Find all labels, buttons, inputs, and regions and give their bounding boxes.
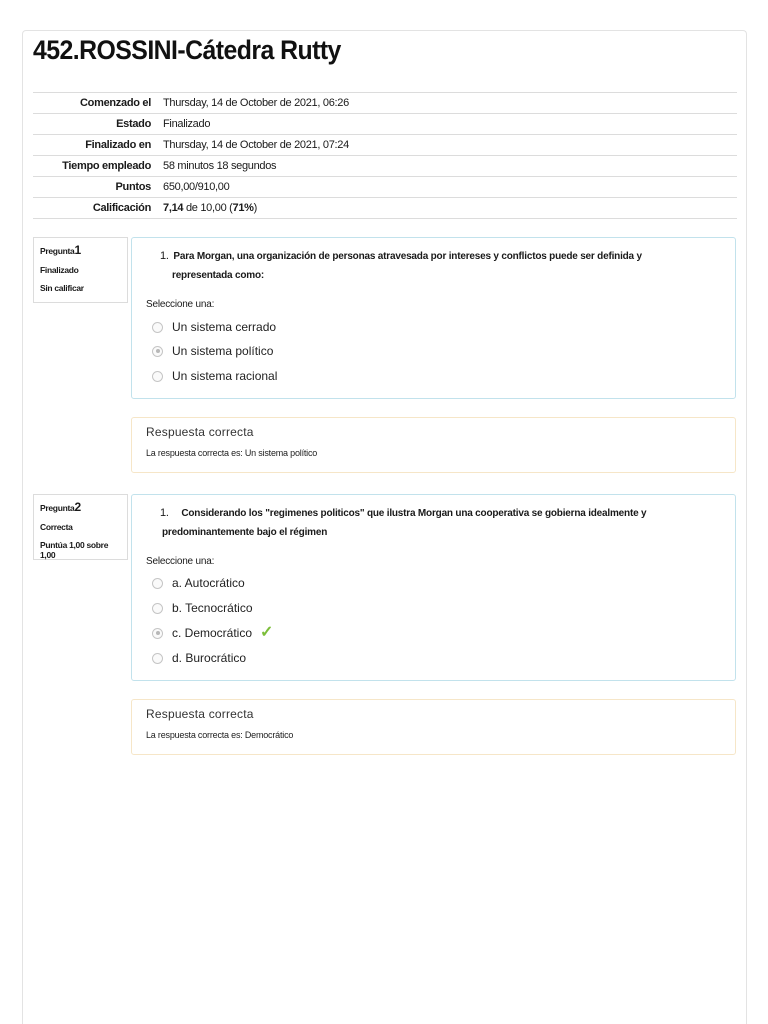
question-text (160, 247, 705, 285)
question-status: Finalizado (40, 265, 79, 275)
feedback-title: Respuesta correcta (146, 425, 254, 439)
question-text-line2: representada como: (172, 270, 264, 281)
option-label: Un sistema político (172, 344, 274, 358)
answer-option[interactable] (152, 651, 246, 665)
feedback-title: Respuesta correcta (146, 707, 254, 721)
select-one-label: Seleccione una: (146, 299, 215, 310)
option-label: d. Burocrático (172, 651, 247, 665)
summary-row-state (33, 114, 737, 135)
summary-row-points (33, 177, 737, 198)
summary-value: 650,00/910,00 (163, 181, 230, 193)
question-list-number: 1. (160, 250, 169, 262)
answer-option[interactable] (152, 369, 277, 383)
answer-option[interactable] (152, 576, 245, 590)
summary-value: 58 minutos 18 segundos (163, 160, 277, 172)
grade-score: 7,14 (163, 202, 184, 214)
radio-button[interactable] (152, 371, 163, 382)
feedback-box-1 (131, 417, 736, 473)
radio-button[interactable] (152, 578, 163, 589)
option-label: c. Democrático (172, 626, 253, 640)
answer-option-selected[interactable] (152, 344, 273, 358)
summary-label: Puntos (115, 181, 151, 193)
select-one-label: Seleccione una: (146, 556, 215, 567)
summary-value: Finalizado (163, 118, 211, 130)
answer-option[interactable] (152, 601, 253, 615)
answer-option[interactable] (152, 320, 276, 334)
question-content-1 (131, 237, 736, 399)
question-label: Pregunta (40, 503, 75, 513)
summary-label: Tiempo empleado (62, 160, 151, 172)
quiz-review-page (22, 30, 747, 1024)
answer-option-selected[interactable] (152, 626, 273, 640)
question-list-number: 1. (160, 507, 169, 519)
summary-value: Thursday, 14 de October de 2021, 07:24 (163, 139, 349, 151)
summary-label: Estado (116, 118, 151, 130)
feedback-box-2 (131, 699, 736, 755)
page-title: 452.ROSSINI-Cátedra Rutty (33, 35, 341, 65)
question-text-line1: Para Morgan, una organización de personas atravesada por intereses y conflictos puede ser definida y (173, 251, 642, 262)
attempt-summary-table (33, 92, 737, 219)
summary-row-grade (33, 198, 737, 219)
radio-button-checked[interactable] (152, 346, 163, 357)
question-text (160, 504, 705, 542)
checkmark-icon: ✓ (260, 624, 274, 641)
summary-label: Finalizado en (85, 139, 151, 151)
summary-row-finished (33, 135, 737, 156)
option-label: a. Autocrático (172, 576, 245, 590)
summary-value (161, 198, 737, 219)
grade-percent: 71% (232, 202, 254, 214)
summary-row-started (33, 93, 737, 114)
feedback-text: La respuesta correcta es: Un sistema político (146, 448, 318, 458)
summary-label: Comenzado el (80, 97, 151, 109)
radio-button[interactable] (152, 653, 163, 664)
summary-value: Thursday, 14 de October de 2021, 06:26 (163, 97, 349, 109)
question-label: Pregunta (40, 246, 75, 256)
radio-button-checked[interactable] (152, 628, 163, 639)
question-info-1 (33, 237, 128, 303)
question-mark: Sin calificar (40, 283, 84, 293)
grade-scale: de 10,00 ( (183, 202, 233, 214)
grade-close: ) (253, 202, 258, 214)
question-mark: Puntúa 1,00 sobre 1,00 (40, 540, 109, 560)
radio-button[interactable] (152, 603, 163, 614)
question-number: 1 (74, 243, 81, 257)
option-label: Un sistema cerrado (172, 320, 277, 334)
feedback-text: La respuesta correcta es: Democrático (146, 730, 294, 740)
question-info-2 (33, 494, 128, 560)
question-number: 2 (74, 500, 81, 514)
summary-label: Calificación (92, 202, 151, 214)
question-text-line1: Considerando los "regimenes politicos" que ilustra Morgan una cooperativa se gobierna idealmente y (181, 508, 647, 519)
radio-button[interactable] (152, 322, 163, 333)
option-label: b. Tecnocrático (172, 601, 253, 615)
option-label: Un sistema racional (172, 369, 278, 383)
question-status: Correcta (40, 522, 73, 532)
question-text-line2: predominantemente bajo el régimen (162, 527, 328, 538)
summary-row-time (33, 156, 737, 177)
question-content-2 (131, 494, 736, 681)
